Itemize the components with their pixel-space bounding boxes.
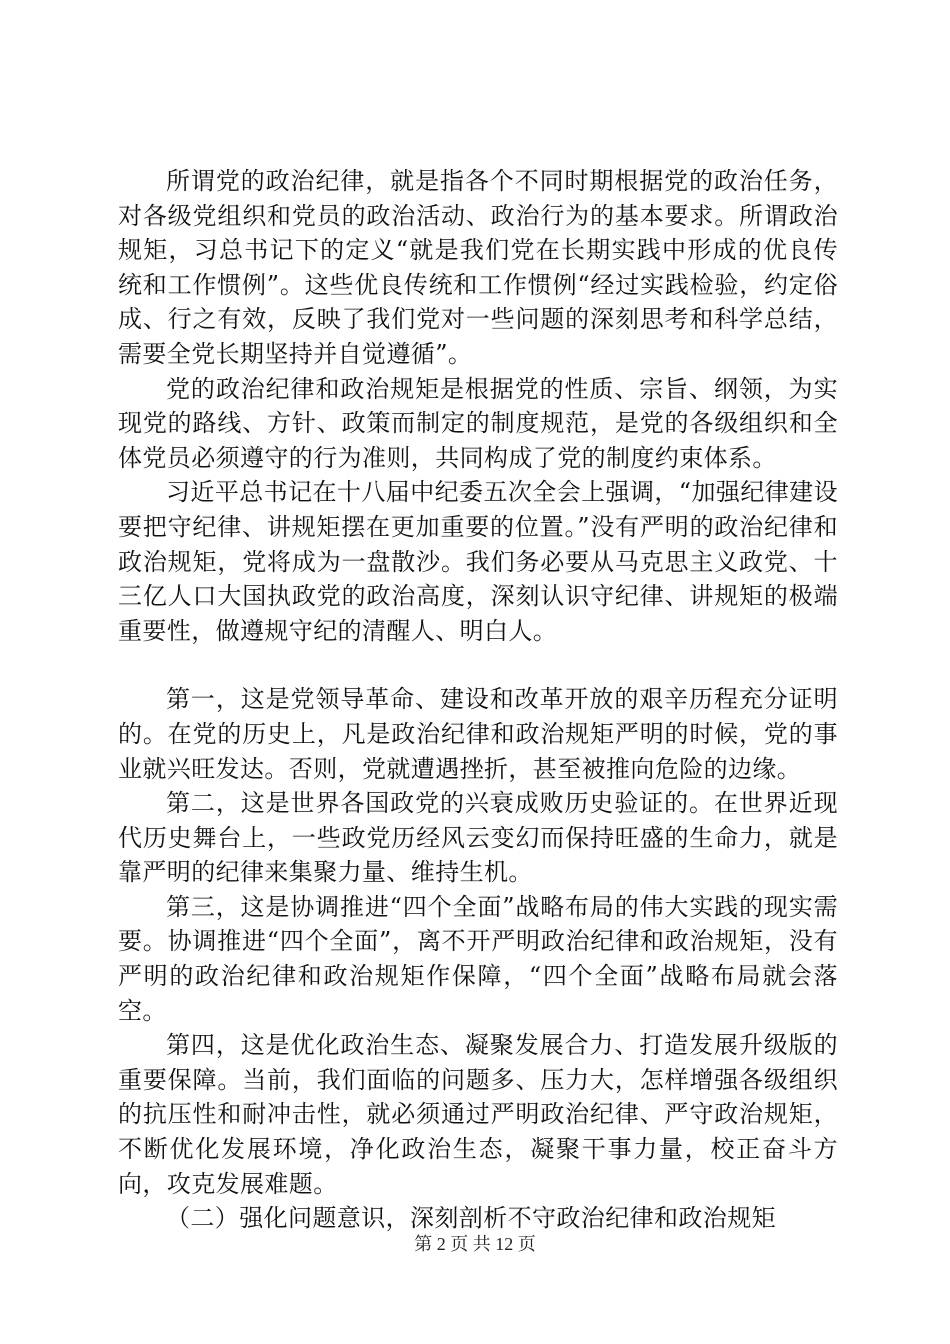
paragraph-political-discipline-definition: 所谓党的政治纪律，就是指各个不同时期根据党的政治任务，对各级党组织和党员的政治活动、政治行为的基本要求。所谓政治规矩，习总书记下的定义“就是我们党在长期实践中形成的优良传统和工作惯例”。这些优良传统和工作惯例“经过实践检验，约定俗成、行之有效，反映了我们党对一些问题的深刻思考和科学总结，需要全党长期坚持并自觉遵循”。 bbox=[118, 167, 838, 368]
section-heading-two: （二）强化问题意识，深刻剖析不守政治纪律和政治规矩 bbox=[166, 1204, 776, 1233]
page-number-label: 第 2 页 共 12 页 bbox=[414, 1234, 536, 1254]
paragraph-discipline-and-rules: 党的政治纪律和政治规矩是根据党的性质、宗旨、纲领，为实现党的路线、方针、政策而制定的制度规范，是党的各级组织和全体党员必须遵守的行为准则，共同构成了党的制度约束体系。 bbox=[118, 374, 838, 472]
paragraph-point-four: 第四，这是优化政治生态、凝聚发展合力、打造发展升级版的重要保障。当前，我们面临的问题多、压力大，怎样增强各级组织的抗压性和耐冲击性，就必须通过严明政治纪律、严守政治规矩，不断优化发展环境，净化政治生态，凝聚干事力量，校正奋斗方向，攻克发展难题。 bbox=[118, 1031, 838, 1198]
paragraph-point-one: 第一，这是党领导革命、建设和改革开放的艰辛历程充分证明的。在党的历史上，凡是政治纪律和政治规矩严明的时候，党的事业就兴旺发达。否则，党就遭遇挫折，甚至被推向危险的边缘。 bbox=[118, 685, 838, 783]
paragraph-point-three: 第三，这是协调推进“四个全面”战略布局的伟大实践的现实需要。协调推进“四个全面”，离不开严明政治纪律和政治规矩，没有严明的政治纪律和政治规矩作保障，“四个全面”战略布局就会落空。 bbox=[118, 892, 838, 1025]
paragraph-xi-jinping-emphasis: 习近平总书记在十八届中纪委五次全会上强调，“加强纪律建设要把守纪律、讲规矩摆在更加重要的位置。”没有严明的政治纪律和政治规矩，党将成为一盘散沙。我们务必要从马克思主义政党、十三亿人口大国执政党的政治高度，深刻认识守纪律、讲规矩的极端重要性，做遵规守纪的清醒人、明白人。 bbox=[118, 478, 838, 645]
paragraph-point-two: 第二，这是世界各国政党的兴衰成败历史验证的。在世界近现代历史舞台上，一些政党历经风云变幻而保持旺盛的生命力，就是靠严明的纪律来集聚力量、维持生机。 bbox=[118, 789, 838, 887]
document-body bbox=[118, 164, 838, 1236]
page-footer bbox=[0, 1230, 950, 1256]
